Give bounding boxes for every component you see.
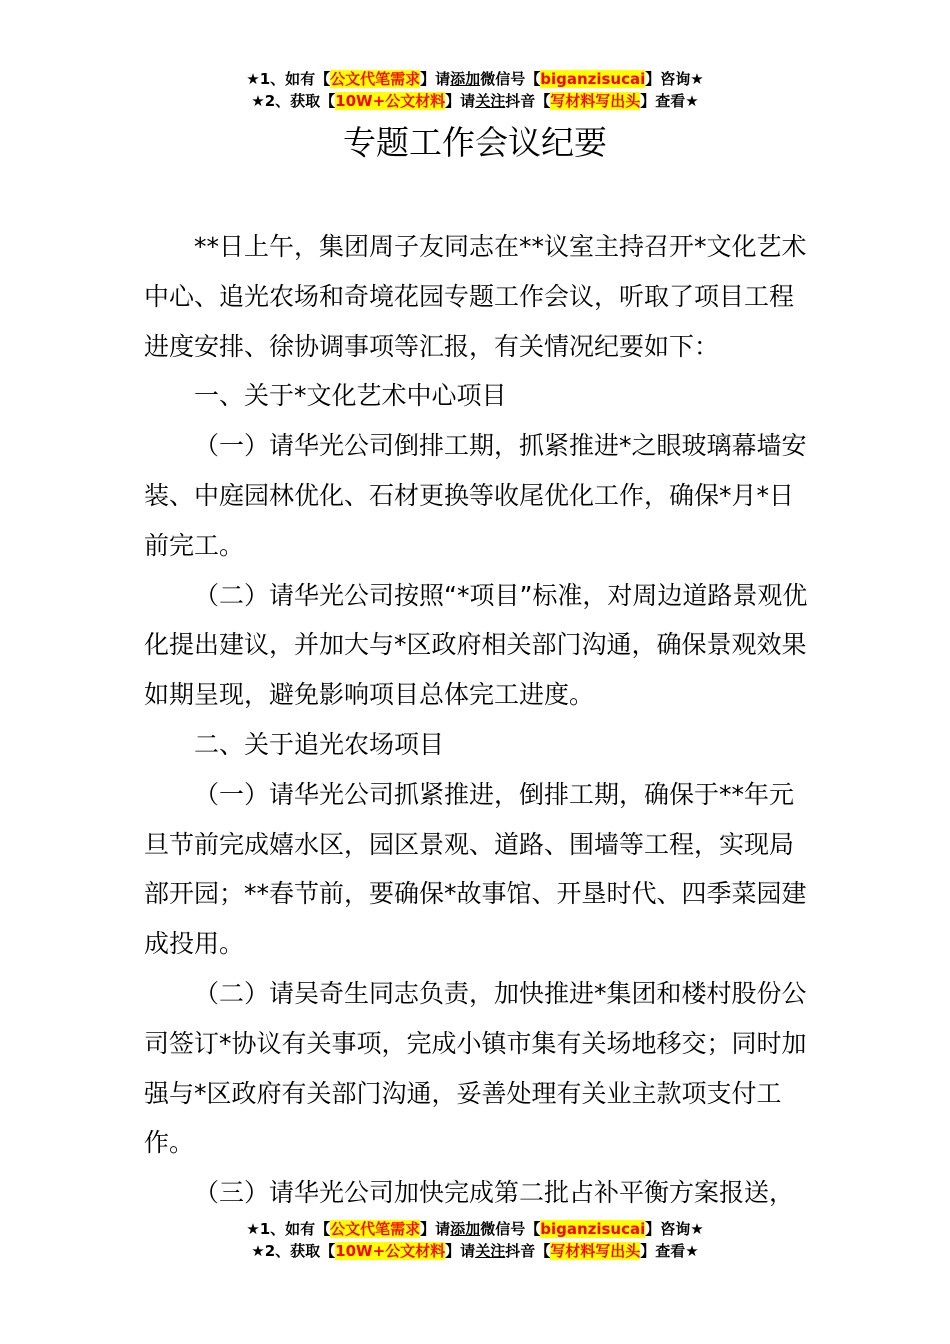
- paragraph-intro: **日上午，集团周子友同志在**议室主持召开*文化艺术中心、追光农场和奇境花园专题工作会议，听取了项目工程进度安排、徐协调事项等汇报，有关情况纪要如下：: [144, 232, 807, 361]
- footer-promo: [0, 1218, 950, 1262]
- promo-text: 】查看: [640, 1242, 686, 1260]
- header-promo-line-2: [0, 90, 950, 112]
- promo-highlight: 10W+公文材料: [335, 92, 446, 110]
- promo-highlight: 10W+公文材料: [335, 1242, 446, 1260]
- footer-promo-line-2: [0, 1240, 950, 1262]
- star-icon: ★: [685, 1242, 699, 1260]
- promo-text: 抖音【: [505, 92, 551, 110]
- promo-text: 微信号【: [480, 70, 541, 88]
- promo-text: 】咨询: [645, 1220, 691, 1238]
- promo-wechat-id: biganzisucai: [540, 70, 646, 88]
- promo-underlined: 添加: [450, 70, 481, 88]
- promo-underlined: 关注: [475, 1242, 506, 1260]
- header-promo: [0, 68, 950, 112]
- promo-text: 1、如有【: [259, 1220, 331, 1238]
- promo-highlight: 公文代笔需求: [330, 70, 421, 88]
- promo-text: 抖音【: [505, 1242, 551, 1260]
- promo-text: 1、如有【: [259, 70, 331, 88]
- promo-underlined: 关注: [475, 92, 506, 110]
- paragraph-1-1: （一）请华光公司倒排工期，抓紧推进*之眼玻璃幕墙安装、中庭园林优化、石材更换等收尾优化工作，确保*月*日前完工。: [144, 431, 807, 560]
- star-icon: ★: [251, 1242, 265, 1260]
- star-icon: ★: [246, 1220, 260, 1238]
- section-heading-2: 二、关于追光农场项目: [194, 729, 445, 759]
- promo-highlight: 公文代笔需求: [330, 1220, 421, 1238]
- promo-douyin-account: 写材料写出头: [550, 1242, 641, 1260]
- star-icon: ★: [690, 70, 704, 88]
- document-body: [144, 222, 814, 1218]
- promo-douyin-account: 写材料写出头: [550, 92, 641, 110]
- paragraph-2-1: （一）请华光公司抓紧推进，倒排工期，确保于**年元旦节前完成嬉水区，园区景观、道路、围墙等工程，实现局部开园；**春节前，要确保*故事馆、开垦时代、四季菜园建成投用。: [144, 779, 807, 959]
- star-icon: ★: [685, 92, 699, 110]
- star-icon: ★: [690, 1220, 704, 1238]
- promo-underlined: 添加: [450, 1220, 481, 1238]
- promo-text: 2、获取【: [264, 92, 336, 110]
- section-heading-1: 一、关于*文化艺术中心项目: [194, 381, 507, 411]
- promo-wechat-id: biganzisucai: [540, 1220, 646, 1238]
- star-icon: ★: [251, 92, 265, 110]
- star-icon: ★: [246, 70, 260, 88]
- header-promo-line-1: [0, 68, 950, 90]
- document-title: 专题工作会议纪要: [343, 123, 607, 162]
- promo-text: 】请: [420, 70, 451, 88]
- promo-text: 】请: [445, 92, 476, 110]
- promo-text: 】请: [420, 1220, 451, 1238]
- paragraph-2-2: （二）请吴奇生同志负责，加快推进*集团和楼村股份公司签订*协议有关事项，完成小镇市集有关场地移交；同时加强与*区政府有关部门沟通，妥善处理有关业主款项支付工作。: [144, 978, 807, 1158]
- paragraph-1-2: （二）请华光公司按照“*项目”标准，对周边道路景观优化提出建议，并加大与*区政府相关部门沟通，确保景观效果如期呈现，避免影响项目总体完工进度。: [144, 580, 808, 710]
- promo-text: 2、获取【: [264, 1242, 336, 1260]
- promo-text: 微信号【: [480, 1220, 541, 1238]
- footer-promo-line-1: [0, 1218, 950, 1240]
- paragraph-2-3: （三）请华光公司加快完成第二批占补平衡方案报送，: [194, 1178, 795, 1208]
- promo-text: 】请: [445, 1242, 476, 1260]
- promo-text: 】查看: [640, 92, 686, 110]
- promo-text: 】咨询: [645, 70, 691, 88]
